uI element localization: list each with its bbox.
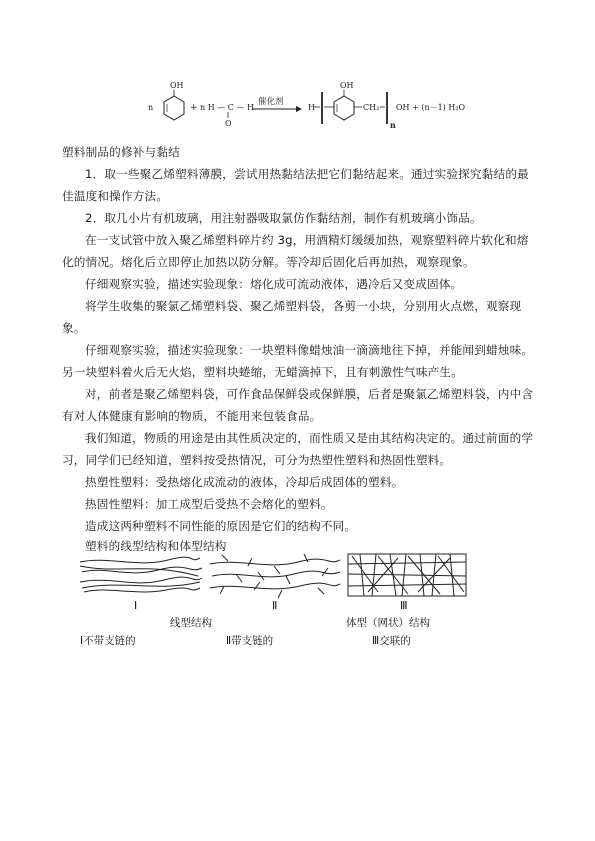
label-roman-1: Ⅰ: [134, 599, 138, 612]
product-ch2: CH₂: [363, 103, 380, 112]
linear-chain-drawing: [80, 557, 202, 592]
subscript-n: n: [390, 120, 396, 130]
section-title: 塑料制品的修补与黏结: [62, 145, 180, 159]
phenol-formaldehyde-equation: [140, 78, 480, 136]
aldehyde-oxygen: O: [225, 119, 232, 128]
linear-structure-label: 线型结构: [170, 617, 212, 629]
product-oh: OH: [340, 81, 354, 90]
paragraph-3: 在一支试管中放入聚乙烯塑料碎片约 3g，用酒精灯缓缓加热，观察塑料碎片软化和熔化的情况。熔化后立即停止加热以防分解。等冷却后固化后再加热，观察现象。: [62, 233, 529, 269]
product-tail: OH + (n－1) H₂O: [396, 103, 466, 112]
phenol-oh: OH: [170, 81, 184, 90]
label-roman-2: Ⅱ: [272, 599, 278, 612]
crosslinked-network-drawing: [348, 554, 466, 596]
polymer-structure-figure: [78, 552, 476, 652]
caption-unbranched: Ⅰ不带支链的: [80, 635, 136, 647]
figure-title: 塑料的线型结构和体型结构: [85, 539, 227, 553]
plus-sign: +: [190, 103, 198, 113]
paragraph-4: 仔细观察实验，描述实验现象：熔化成可流动液体，遇冷后又变成固体。: [85, 277, 463, 291]
paragraph-9: 热塑性塑料：受热熔化成流动的液体，冷却后成固体的塑料。: [85, 475, 404, 489]
paragraph-8: 我们知道，物质的用途是由其性质决定的，而性质又是由其结构决定的。通过前面的学习，同学们已经知道，塑料按受热情况，可分为热塑性塑料和热固性塑料。: [62, 431, 534, 467]
network-structure-label: 体型（网状）结构: [346, 617, 430, 629]
catalyst-label: 催化剂: [258, 97, 284, 107]
paragraph-11: 造成这两种塑料不同性能的原因是它们的结构不同。: [85, 519, 357, 533]
product-h: H: [308, 103, 315, 112]
label-roman-3: Ⅲ: [400, 599, 408, 612]
paragraph-10: 热固性塑料：加工成型后受热不会熔化的塑料。: [85, 497, 333, 511]
caption-branched: Ⅱ带支链的: [226, 635, 274, 647]
paragraph-1: 1．取一些聚乙烯塑料薄膜，尝试用热黏结法把它们黏结起来。通过实验探究黏结的最佳温度和操作方法。: [62, 167, 529, 203]
branched-chain-drawing: [210, 554, 340, 598]
paragraph-7: 对，前者是聚乙烯塑料袋，可作食品保鲜袋或保鲜膜，后者是聚氯乙烯塑料袋，内中含有对人体健康有影响的物质，不能用来包装食品。: [62, 387, 534, 423]
paragraph-6: 仔细观察实验，描述实验现象：一块塑料像蜡烛油一滴滴地往下掉，并能闻到蜡烛味。另一块塑料着火后无火焰，塑料块蜷缩，无蜡滴掉下，且有刺激性气味产生。: [62, 343, 534, 379]
left-n: n: [148, 103, 154, 112]
paragraph-5: 将学生收集的聚氯乙烯塑料袋、聚乙烯塑料袋，各剪一小块，分别用火点燃，观察现象。: [62, 299, 522, 335]
aldehyde-formula: n H — C — H: [200, 103, 254, 112]
caption-crosslinked: Ⅲ交联的: [372, 635, 411, 647]
paragraph-2: 2．取几小片有机玻璃，用注射器吸取氯仿作黏结剂，制作有机玻璃小饰品。: [85, 211, 482, 225]
